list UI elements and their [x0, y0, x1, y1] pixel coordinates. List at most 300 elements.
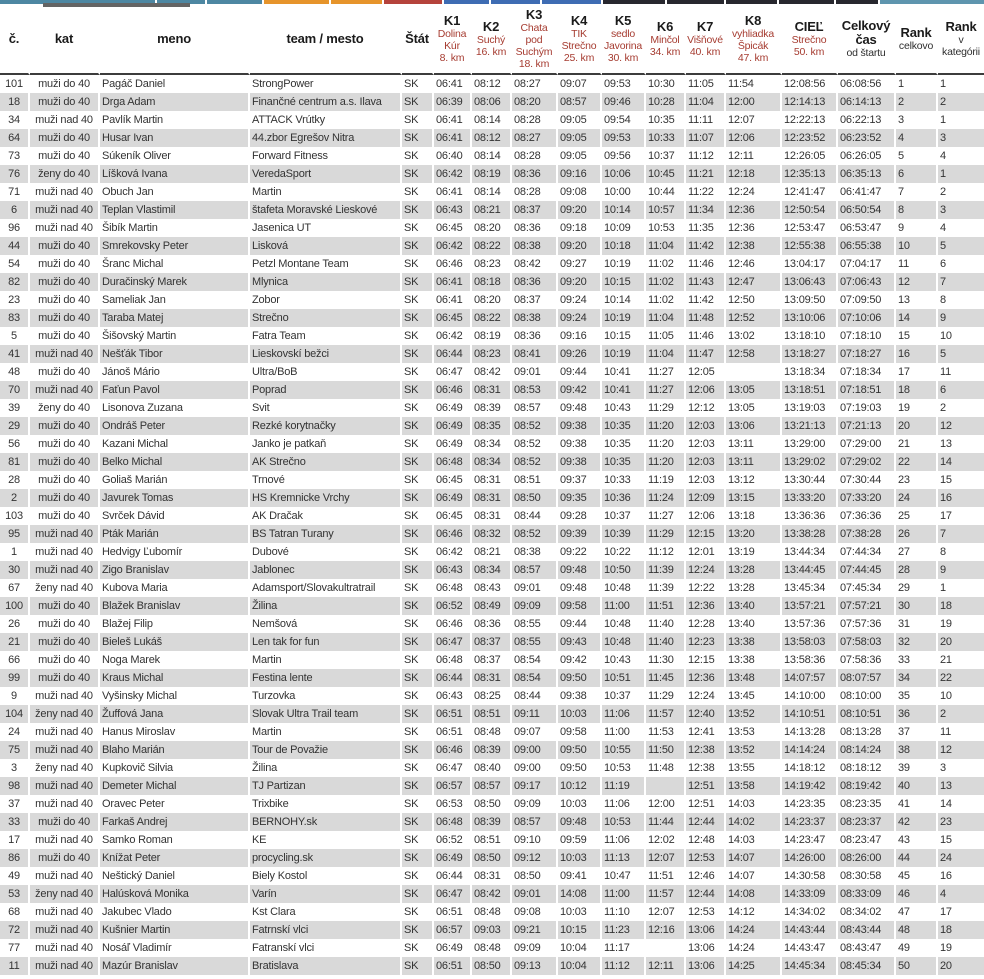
cell-k1: 06:49	[434, 399, 472, 417]
cell-k1: 06:39	[434, 93, 472, 111]
cell-celkovy: 07:09:50	[838, 291, 896, 309]
cell-team: Žilina	[250, 759, 402, 777]
cell-k6: 10:30	[646, 75, 686, 93]
col-header-team	[250, 4, 402, 75]
cell-stat: SK	[402, 831, 434, 849]
cell-k8: 12:36	[726, 201, 782, 219]
table-row	[0, 507, 984, 525]
cell-kat: muži nad 40	[30, 183, 100, 201]
cell-meno: Blažek Branislav	[100, 597, 250, 615]
table-row	[0, 867, 984, 885]
cell-rank: 45	[896, 867, 938, 885]
table-row	[0, 381, 984, 399]
cell-kat: muži nad 40	[30, 345, 100, 363]
cell-celkovy: 07:36:36	[838, 507, 896, 525]
cell-k2: 08:14	[472, 183, 512, 201]
cell-meno: Súkeník Oliver	[100, 147, 250, 165]
cell-meno: Obuch Jan	[100, 183, 250, 201]
cell-k6: 12:11	[646, 957, 686, 975]
cell-rank: 23	[896, 471, 938, 489]
cell-meno: Farkaš Andrej	[100, 813, 250, 831]
cell-k1: 06:42	[434, 327, 472, 345]
cell-team: Fatrnskí vlci	[250, 921, 402, 939]
cell-stat: SK	[402, 291, 434, 309]
cell-k7: 12:03	[686, 453, 726, 471]
cell-rank_kat: 12	[938, 417, 984, 435]
cell-ciel: 13:36:36	[782, 507, 838, 525]
cell-kat: ženy do 40	[30, 399, 100, 417]
cell-stat: SK	[402, 867, 434, 885]
cell-rank: 14	[896, 309, 938, 327]
cell-celkovy: 08:10:51	[838, 705, 896, 723]
cell-ciel: 13:38:28	[782, 525, 838, 543]
cell-rank_kat: 5	[938, 345, 984, 363]
cell-rank: 24	[896, 489, 938, 507]
cell-k6: 11:57	[646, 885, 686, 903]
cell-k2: 08:34	[472, 435, 512, 453]
cell-rank: 36	[896, 705, 938, 723]
cell-meno: Kubova Maria	[100, 579, 250, 597]
cell-kat: muži do 40	[30, 849, 100, 867]
cell-rank: 12	[896, 273, 938, 291]
cell-stat: SK	[402, 435, 434, 453]
cell-k5: 10:55	[602, 741, 646, 759]
cell-kat: muži do 40	[30, 255, 100, 273]
cell-team: HS Kremnicke Vrchy	[250, 489, 402, 507]
cell-k2: 08:34	[472, 561, 512, 579]
col-header-k7	[686, 4, 726, 75]
cell-rank_kat: 10	[940, 330, 952, 342]
col-header-sublabel: Javorina	[603, 39, 643, 52]
cell-cislo: 68	[0, 903, 30, 921]
cell-stat: SK	[402, 237, 434, 255]
cell-ciel: 12:53:47	[782, 219, 838, 237]
cell-k8: 13:11	[726, 435, 782, 453]
cell-k4: 10:12	[558, 777, 602, 795]
cell-kat: muži do 40	[30, 489, 100, 507]
cell-rank_kat: 8	[940, 294, 946, 306]
cell-rank: 29	[896, 579, 938, 597]
col-header-label: K5	[614, 12, 632, 28]
cell-k2: 08:39	[472, 813, 512, 831]
col-header-label: č.	[8, 30, 20, 46]
cell-rank_kat: 12	[938, 741, 984, 759]
cell-kat: muži do 40	[30, 129, 100, 147]
cell-kat: muži nad 40	[30, 795, 100, 813]
table-row	[0, 705, 984, 723]
cell-celkovy: 06:53:47	[838, 219, 896, 237]
cell-k8: 13:18	[726, 507, 782, 525]
cell-celkovy: 08:10:00	[838, 687, 896, 705]
cell-k2: 08:31	[472, 867, 512, 885]
cell-k8: 13:19	[726, 543, 782, 561]
cell-k2: 08:22	[472, 237, 512, 255]
cell-meno: Pagáč Daniel	[100, 75, 250, 93]
cell-rank_kat: 6	[940, 258, 946, 270]
cell-k1: 06:42	[434, 237, 472, 255]
cell-team: Festina lente	[250, 669, 402, 687]
cell-k2: 08:39	[472, 741, 512, 759]
cell-k4: 09:50	[558, 759, 602, 777]
cell-ciel: 13:44:34	[782, 543, 838, 561]
cell-celkovy: 06:23:52	[838, 129, 896, 147]
cell-k5: 10:14	[602, 291, 646, 309]
cell-k8: 13:58	[726, 777, 782, 795]
cell-team: Rezké korytnačky	[250, 417, 402, 435]
cell-k4: 09:26	[558, 345, 602, 363]
cell-k6: 11:27	[646, 363, 686, 381]
cell-k8: 13:06	[726, 417, 782, 435]
cell-meno: Kazani Michal	[100, 435, 250, 453]
cell-k3: 08:53	[512, 381, 558, 399]
cell-rank_kat: 3	[940, 762, 946, 774]
cell-ciel: 14:45:34	[782, 957, 838, 975]
cell-meno: Žuffová Jana	[100, 705, 250, 723]
cell-kat: muži nad 40	[30, 939, 100, 957]
cell-k4: 09:24	[558, 291, 602, 309]
cell-kat: muži do 40	[30, 93, 100, 111]
cell-k5: 10:50	[602, 561, 646, 579]
col-header-sublabel: Strečno	[561, 39, 597, 52]
col-header-sublabel: 18. km	[518, 57, 550, 70]
cell-k7: 13:06	[686, 957, 726, 975]
cell-k2: 09:03	[472, 921, 512, 939]
cell-celkovy: 08:23:47	[838, 831, 896, 849]
cell-k1: 06:48	[434, 813, 472, 831]
cell-cislo: 11	[0, 957, 30, 975]
cell-k5: 10:15	[602, 327, 646, 345]
cell-team: Slovak Ultra Trail team	[250, 705, 402, 723]
cell-k7: 11:12	[686, 147, 726, 165]
cell-meno: Nešťák Tibor	[100, 345, 250, 363]
cell-rank_kat: 4	[938, 885, 984, 903]
table-row	[0, 795, 984, 813]
cell-stat: SK	[402, 687, 434, 705]
cell-k2: 08:31	[472, 471, 512, 489]
cell-kat: muži nad 40	[30, 921, 100, 939]
cell-cislo: 64	[0, 129, 30, 147]
cell-rank: 1	[896, 75, 938, 93]
cell-team: VeredaSport	[250, 165, 402, 183]
scrollbar-thumb[interactable]	[43, 3, 190, 7]
cell-meno: Goliaš Marián	[100, 471, 250, 489]
cell-rank: 32	[896, 633, 938, 651]
cell-cislo: 75	[0, 741, 30, 759]
cell-ciel: 12:50:54	[782, 201, 838, 219]
cell-k6: 12:07	[646, 903, 686, 921]
cell-k3: 08:55	[512, 615, 558, 633]
cell-k3: 08:20	[512, 93, 558, 111]
col-header-sublabel: Kúr	[444, 39, 460, 52]
cell-rank_kat: 20	[938, 957, 984, 975]
cell-k8: 14:24	[726, 921, 782, 939]
cell-k2: 08:48	[472, 723, 512, 741]
cell-rank_kat: 19	[940, 942, 952, 954]
cell-k3: 09:09	[512, 939, 558, 957]
cell-k1: 06:57	[434, 921, 472, 939]
cell-k2: 08:40	[472, 759, 512, 777]
cell-k7: 12:12	[686, 399, 726, 417]
cell-stat: SK	[402, 723, 434, 741]
cell-rank_kat: 1	[940, 78, 946, 90]
cell-cislo: 70	[0, 381, 30, 399]
strip-segment	[331, 0, 382, 4]
cell-stat: SK	[402, 921, 434, 939]
cell-k8: 13:40	[726, 597, 782, 615]
cell-k5: 11:06	[602, 705, 646, 723]
col-header-label: meno	[157, 30, 191, 46]
cell-rank_kat: 17	[940, 906, 952, 918]
cell-k1: 06:46	[434, 615, 472, 633]
cell-k6: 12:07	[646, 849, 686, 867]
cell-k8: 13:11	[726, 453, 782, 471]
cell-k6: 10:33	[646, 129, 686, 147]
cell-team: štafeta Moravské Lieskové	[250, 201, 402, 219]
cell-k5: 10:37	[602, 687, 646, 705]
cell-k1: 06:51	[434, 723, 472, 741]
cell-k8: 14:12	[726, 903, 782, 921]
cell-rank: 38	[896, 741, 938, 759]
cell-meno: Lisonova Zuzana	[100, 399, 250, 417]
cell-k1: 06:46	[434, 255, 472, 273]
cell-k4: 09:22	[558, 543, 602, 561]
cell-kat: ženy nad 40	[30, 885, 100, 903]
cell-stat: SK	[402, 885, 434, 903]
cell-k1: 06:40	[434, 147, 472, 165]
cell-meno: Husar Ivan	[100, 129, 250, 147]
cell-ciel: 14:26:00	[782, 849, 838, 867]
cell-k1: 06:41	[434, 75, 472, 93]
cell-meno: Šranc Michal	[100, 255, 250, 273]
cell-k8: 13:38	[726, 651, 782, 669]
table-row	[0, 165, 984, 183]
cell-k5: 10:48	[602, 579, 646, 597]
cell-k4: 09:48	[558, 813, 602, 831]
cell-meno: Nosáľ Vladimír	[100, 939, 250, 957]
cell-ciel: 14:23:35	[782, 795, 838, 813]
cell-team: KE	[250, 831, 402, 849]
table-row	[0, 75, 984, 93]
cell-meno: Oravec Peter	[100, 795, 250, 813]
cell-rank_kat: 7	[938, 525, 984, 543]
table-row	[0, 255, 984, 273]
table-row	[0, 435, 984, 453]
cell-k5: 10:18	[602, 237, 646, 255]
cell-meno: Svrček Dávid	[100, 507, 250, 525]
cell-team: Ultra/BoB	[250, 363, 402, 381]
cell-k8: 12:24	[726, 183, 782, 201]
cell-k2: 08:50	[472, 849, 512, 867]
cell-k3: 08:57	[512, 813, 558, 831]
cell-rank: 6	[896, 165, 938, 183]
cell-k3: 09:09	[512, 795, 558, 813]
cell-k2: 08:51	[472, 831, 512, 849]
cell-ciel: 14:23:37	[782, 813, 838, 831]
cell-team: Martin	[250, 183, 402, 201]
cell-cislo: 71	[0, 183, 30, 201]
cell-rank_kat: 22	[938, 669, 984, 687]
table-row	[0, 885, 984, 903]
cell-cislo: 81	[0, 453, 30, 471]
cell-celkovy: 08:26:00	[838, 849, 896, 867]
cell-k2: 08:12	[472, 75, 512, 93]
cell-ciel: 13:19:03	[782, 399, 838, 417]
cell-stat: SK	[402, 561, 434, 579]
cell-k4: 09:20	[558, 201, 602, 219]
cell-stat: SK	[402, 525, 434, 543]
col-header-sublabel: TIK	[571, 27, 587, 40]
col-header-label: K3	[525, 6, 543, 22]
cell-stat: SK	[402, 273, 434, 291]
cell-rank_kat: 18	[938, 597, 984, 615]
cell-k7: 12:44	[686, 885, 726, 903]
cell-k6: 11:04	[646, 345, 686, 363]
cell-k3: 09:21	[512, 921, 558, 939]
cell-rank: 47	[896, 903, 938, 921]
cell-rank_kat: 20	[938, 633, 984, 651]
cell-team: Turzovka	[250, 687, 402, 705]
col-header-label: CIEĽ	[794, 18, 824, 34]
cell-k1: 06:45	[434, 471, 472, 489]
cell-k4: 09:42	[558, 651, 602, 669]
cell-k4: 09:41	[558, 867, 602, 885]
cell-ciel: 14:23:47	[782, 831, 838, 849]
cell-team: Biely Kostol	[250, 867, 402, 885]
cell-k1: 06:51	[434, 957, 472, 975]
cell-team: Fatra Team	[250, 327, 402, 345]
cell-k3: 08:42	[512, 255, 558, 273]
strip-segment	[207, 0, 262, 4]
cell-k2: 08:23	[472, 255, 512, 273]
cell-k8: 14:03	[726, 831, 782, 849]
cell-k6: 11:29	[646, 399, 686, 417]
cell-k4: 09:35	[558, 489, 602, 507]
cell-rank_kat: 2	[938, 93, 984, 111]
cell-celkovy: 07:57:36	[838, 615, 896, 633]
cell-rank: 42	[896, 813, 938, 831]
cell-k5: 10:36	[602, 489, 646, 507]
cell-k5: 10:53	[602, 813, 646, 831]
strip-segment	[444, 0, 489, 4]
cell-rank: 46	[896, 885, 938, 903]
cell-celkovy: 07:18:27	[838, 345, 896, 363]
col-header-k5	[602, 4, 646, 75]
cell-celkovy: 08:45:34	[838, 957, 896, 975]
table-row	[0, 471, 984, 489]
cell-k7: 11:42	[686, 291, 726, 309]
cell-k5: 11:00	[602, 885, 646, 903]
cell-k2: 08:37	[472, 633, 512, 651]
cell-k2: 08:18	[472, 273, 512, 291]
cell-team: Bratislava	[250, 957, 402, 975]
cell-k3: 08:37	[512, 201, 558, 219]
cell-kat: muži do 40	[30, 453, 100, 471]
cell-k5: 10:09	[602, 219, 646, 237]
col-header-label: K8	[744, 12, 762, 28]
cell-rank: 4	[896, 129, 938, 147]
cell-k3: 09:17	[512, 777, 558, 795]
cell-k6: 10:28	[646, 93, 686, 111]
cell-k7: 12:38	[686, 741, 726, 759]
col-header-sublabel: 16. km	[475, 45, 507, 58]
cell-k5: 11:06	[602, 831, 646, 849]
cell-kat: muži nad 40	[30, 525, 100, 543]
cell-k8: 12:00	[726, 93, 782, 111]
cell-celkovy: 06:26:05	[838, 147, 896, 165]
cell-stat: SK	[402, 651, 434, 669]
cell-k8: 14:25	[726, 957, 782, 975]
cell-ciel: 13:06:43	[782, 273, 838, 291]
cell-k8	[726, 363, 782, 381]
cell-k4: 09:16	[558, 327, 602, 345]
cell-k4: 09:24	[558, 309, 602, 327]
table-row	[0, 579, 984, 597]
cell-rank_kat: 5	[938, 237, 984, 255]
cell-k6: 10:45	[646, 165, 686, 183]
cell-k8: 13:15	[726, 489, 782, 507]
cell-rank_kat: 1	[940, 582, 946, 594]
col-header-sublabel: 50. km	[793, 45, 825, 58]
cell-k7: 12:51	[686, 795, 726, 813]
cell-cislo: 54	[0, 255, 30, 273]
cell-k1: 06:41	[434, 129, 472, 147]
cell-cislo: 95	[0, 525, 30, 543]
cell-k4: 09:44	[558, 363, 602, 381]
cell-meno: Šibík Martin	[100, 219, 250, 237]
cell-rank_kat: 8	[940, 546, 946, 558]
cell-team: Poprad	[250, 381, 402, 399]
cell-cislo: 6	[0, 201, 30, 219]
cell-k8: 12:18	[726, 165, 782, 183]
cell-k2: 08:39	[472, 399, 512, 417]
col-header-sublabel: Dolina	[437, 27, 467, 40]
cell-celkovy: 07:33:20	[838, 489, 896, 507]
cell-kat: muži do 40	[30, 363, 100, 381]
table-row	[0, 957, 984, 975]
cell-rank: 11	[896, 255, 938, 273]
cell-k3: 08:55	[512, 633, 558, 651]
cell-k3: 08:37	[512, 291, 558, 309]
cell-k8: 14:03	[726, 795, 782, 813]
cell-rank_kat: 11	[940, 726, 952, 738]
cell-k5: 10:00	[602, 183, 646, 201]
cell-k6: 12:02	[646, 831, 686, 849]
cell-k4: 10:03	[558, 705, 602, 723]
cell-ciel: 14:18:12	[782, 759, 838, 777]
cell-k1: 06:53	[434, 795, 472, 813]
cell-cislo: 48	[0, 363, 30, 381]
cell-k6: 11:39	[646, 579, 686, 597]
cell-k7: 12:01	[686, 543, 726, 561]
cell-ciel: 14:34:02	[782, 903, 838, 921]
cell-stat: SK	[402, 201, 434, 219]
cell-k6: 10:44	[646, 183, 686, 201]
cell-k8: 12:52	[726, 309, 782, 327]
cell-stat: SK	[402, 957, 434, 975]
cell-k7: 11:05	[686, 75, 726, 93]
cell-k2: 08:36	[472, 615, 512, 633]
table-row	[0, 219, 984, 237]
cell-k8: 13:02	[726, 327, 782, 345]
cell-k1: 06:41	[434, 291, 472, 309]
cell-meno: Blaho Marián	[100, 741, 250, 759]
cell-kat: muži nad 40	[30, 957, 100, 975]
cell-k1: 06:41	[434, 273, 472, 291]
cell-cislo: 72	[0, 921, 30, 939]
cell-k2: 08:42	[472, 363, 512, 381]
cell-team: Fatranskí vlci	[250, 939, 402, 957]
cell-cislo: 53	[0, 885, 30, 903]
